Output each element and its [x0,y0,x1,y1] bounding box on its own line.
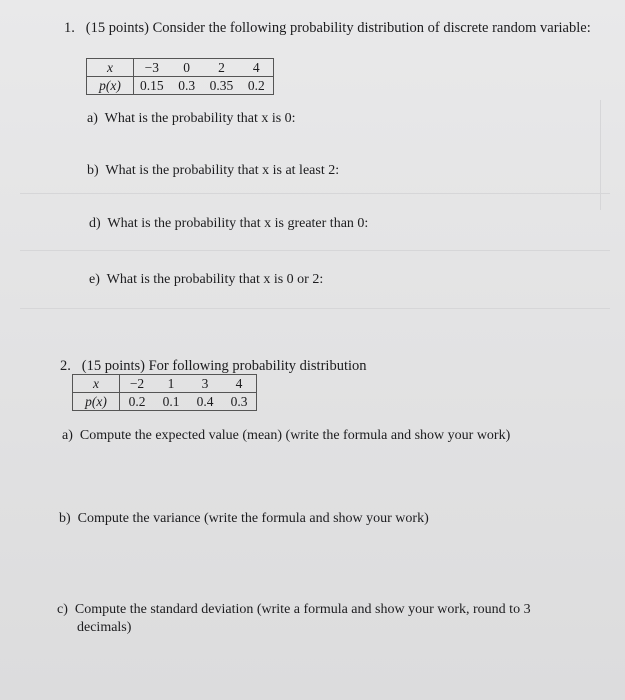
q2-part-b [59,511,429,527]
table-row [87,77,274,95]
p-value: 0.3 [170,77,204,95]
part-text: What is the probability that x is 0: [104,111,296,126]
x-value: 4 [222,375,257,393]
part-text: What is the probability that x is at least 2: [105,163,340,178]
table-row [73,375,257,393]
paper-line [20,193,610,194]
q1-part-b [87,163,339,179]
q1-part-d [89,216,368,232]
p-value: 0.15 [134,77,170,95]
q2-number: 2. [60,358,71,374]
q1-distribution-table [86,58,274,95]
q1-title: (15 points) Consider the following probability distribution of discrete random variable: [85,20,591,36]
x-value: 4 [239,59,274,77]
paper-line [20,250,610,251]
part-label: b) [87,163,99,178]
q2-part-c-continued [77,620,131,636]
q2-title: (15 points) For following probability distribution [81,358,367,374]
p-value: 0.3 [222,393,257,411]
row-label-px: p(x) [87,77,134,95]
p-value: 0.1 [154,393,188,411]
table-row [87,59,274,77]
p-value: 0.35 [204,77,240,95]
part-text: decimals) [77,620,132,635]
part-label: a) [87,111,98,126]
q1-number: 1. [64,20,75,36]
x-value: 3 [188,375,222,393]
row-label-x: x [87,59,134,77]
part-label: d) [89,216,101,231]
x-value: 0 [170,59,204,77]
part-text: What is the probability that x is 0 or 2: [106,272,324,287]
part-label: e) [89,272,100,287]
part-text: Compute the standard deviation (write a formula and show your work, round to 3 [74,602,531,617]
part-label: a) [62,428,73,443]
q2-distribution-table [72,374,257,411]
q2-part-c [57,602,531,618]
part-text: What is the probability that x is greater than 0: [107,216,369,231]
q2-part-a [62,428,510,444]
x-value: 1 [154,375,188,393]
part-text: Compute the variance (write the formula and show your work) [77,511,429,526]
paper-line [600,100,601,210]
row-label-px: p(x) [73,393,120,411]
q1-part-e [89,272,323,288]
q1-part-a [87,111,296,127]
part-text: Compute the expected value (mean) (write the formula and show your work) [79,428,511,443]
row-label-x: x [73,375,120,393]
q2-header [60,358,367,375]
x-value: −2 [120,375,155,393]
p-value: 0.2 [239,77,274,95]
q1-header [64,20,591,37]
part-label: b) [59,511,71,526]
x-value: 2 [204,59,240,77]
x-value: −3 [134,59,170,77]
paper-line [20,308,610,309]
part-label: c) [57,602,68,617]
p-value: 0.4 [188,393,222,411]
p-value: 0.2 [120,393,155,411]
table-row [73,393,257,411]
